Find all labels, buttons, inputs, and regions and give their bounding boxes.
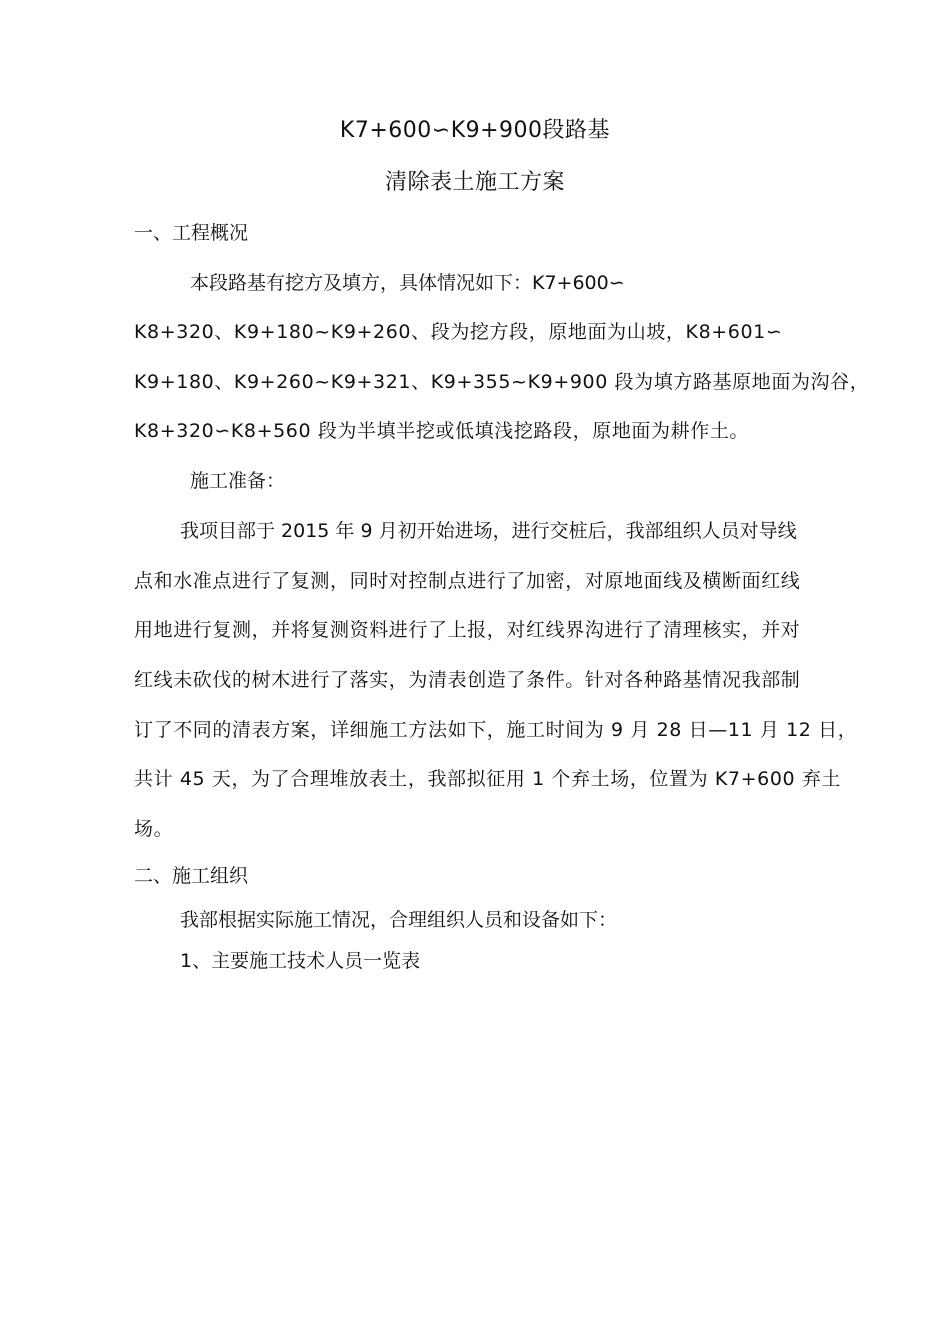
para1-line: 本段路基有挖方及填方，具体情况如下：K7+600∽ [190, 272, 625, 294]
section1-heading: 一、工程概况 [134, 222, 249, 244]
prep-label: 施工准备： [190, 470, 286, 492]
document-title-line2: 清除表土施工方案 [384, 170, 565, 195]
section2-heading: 二、施工组织 [134, 865, 249, 887]
para2-line: 用地进行复测，并将复测资料进行了上报，对红线界沟进行了清理核实，并对 [134, 619, 801, 641]
para1-line: K8+320、K9+180~K9+260、段为挖方段，原地面为山坡，K8+601∽ [134, 321, 783, 343]
para2-line: 点和水准点进行了复测，同时对控制点进行了加密，对原地面线及横断面红线 [134, 570, 801, 592]
para2-line: 红线未砍伐的树木进行了落实，为清表创造了条件。针对各种路基情况我部制 [134, 669, 801, 691]
para1-line: K9+180、K9+260~K9+321、K9+355~K9+900 段为填方路基原地面为沟谷， [134, 371, 870, 393]
para2-line: 场。 [134, 818, 174, 840]
section2-item1: 1、主要施工技术人员一览表 [180, 950, 421, 972]
document-title-line1: K7+600∽K9+900段路基 [339, 118, 611, 143]
para1-line: K8+320∽K8+560 段为半填半挖或低填浅挖路段，原地面为耕作土。 [134, 420, 750, 442]
para2-line: 订了不同的清表方案，详细施工方法如下，施工时间为 9 月 28 日—11 月 12 日， [134, 719, 858, 741]
section2-intro: 我部根据实际施工情况，合理组织人员和设备如下： [180, 909, 618, 931]
para2-line: 我项目部于 2015 年 9 月初开始进场，进行交桩后，我部组织人员对导线 [180, 520, 797, 542]
para2-line: 共计 45 天，为了合理堆放表土，我部拟征用 1 个弃土场，位置为 K7+600 弃土 [134, 768, 842, 790]
